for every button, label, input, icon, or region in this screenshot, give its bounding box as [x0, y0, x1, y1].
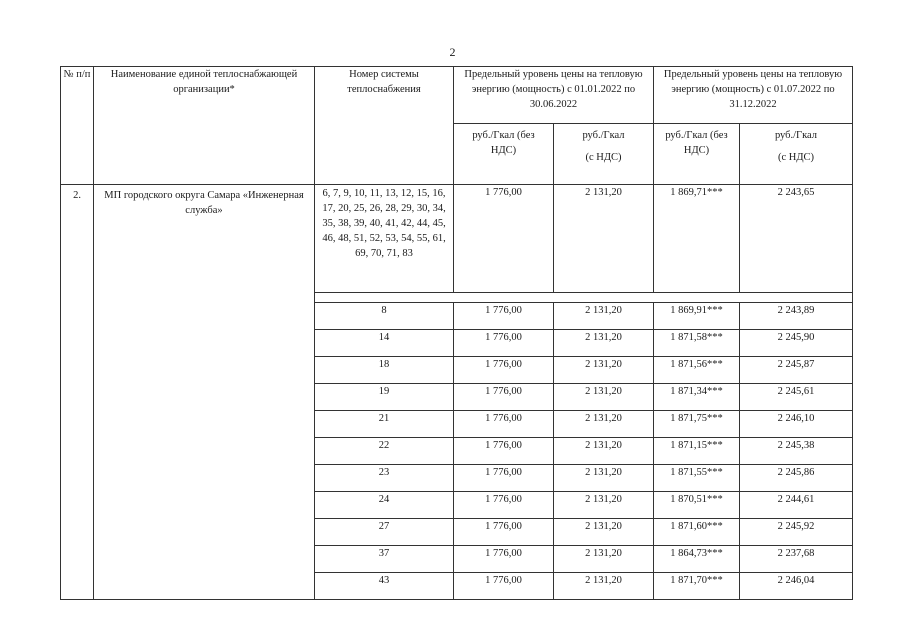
price-p2-no-vat: 1 869,91***: [654, 303, 740, 330]
price-p2-vat: 2 245,38: [740, 438, 853, 465]
system-number: 22: [315, 438, 454, 465]
price-p2-no-vat: 1 870,51***: [654, 492, 740, 519]
system-number: 23: [315, 465, 454, 492]
price-p1-vat: 2 131,20: [554, 573, 654, 600]
price-p1-no-vat: 1 776,00: [454, 384, 554, 411]
price-p2-no-vat: 1 871,60***: [654, 519, 740, 546]
system-number: 14: [315, 330, 454, 357]
system-number: 43: [315, 573, 454, 600]
system-number: 8: [315, 303, 454, 330]
price-p1-vat: 2 131,20: [554, 465, 654, 492]
price-p2-vat: 2 245,90: [740, 330, 853, 357]
system-number: 18: [315, 357, 454, 384]
price-p1-vat: 2 131,20: [554, 384, 654, 411]
price-p1-no-vat: 1 776,00: [454, 357, 554, 384]
price-p2-vat: 2 243,65: [740, 185, 853, 293]
header-num: № п/п: [61, 67, 94, 185]
header-system: Номер системы теплоснабжения: [315, 67, 454, 185]
row-spacer-cell: [315, 293, 853, 303]
header-period-2: Предельный уровень цены на тепловую энергию (мощность) с 01.07.2022 по 31.12.2022: [654, 67, 853, 124]
price-p2-vat: 2 243,89: [740, 303, 853, 330]
header-unit-vat-1: [554, 124, 654, 185]
unit-vat-line1: руб./Гкал: [774, 130, 818, 141]
price-p2-no-vat: 1 871,75***: [654, 411, 740, 438]
table-body: [61, 185, 853, 600]
price-p2-vat: 2 245,61: [740, 384, 853, 411]
price-p1-no-vat: 1 776,00: [454, 330, 554, 357]
system-numbers: 6, 7, 9, 10, 11, 13, 12, 15, 16, 17, 20, 25, 26, 28, 29, 30, 34, 35, 38, 39, 40, 41, 42, 44, 45, 46, 48, 51, 52, 53, 54, 55, 61, 69, 70, 71, 83: [315, 185, 454, 293]
unit-no-vat-line1: руб./Гкал (без: [472, 130, 535, 141]
price-p2-vat: 2 245,87: [740, 357, 853, 384]
row-num: 2.: [61, 185, 94, 600]
price-p2-no-vat: 1 871,58***: [654, 330, 740, 357]
price-p2-vat: 2 245,86: [740, 465, 853, 492]
page-number: 2: [449, 45, 456, 59]
price-p2-vat: 2 244,61: [740, 492, 853, 519]
system-number: 24: [315, 492, 454, 519]
org-name: МП городского округа Самара «Инженерная служба»: [94, 185, 315, 600]
price-p1-vat: 2 131,20: [554, 492, 654, 519]
header-unit-no-vat-2: [654, 124, 740, 185]
price-p1-no-vat: 1 776,00: [454, 465, 554, 492]
price-p1-no-vat: 1 776,00: [454, 411, 554, 438]
price-p1-no-vat: 1 776,00: [454, 438, 554, 465]
price-p2-no-vat: 1 871,55***: [654, 465, 740, 492]
system-number: 21: [315, 411, 454, 438]
price-p1-vat: 2 131,20: [554, 411, 654, 438]
price-p1-vat: 2 131,20: [554, 303, 654, 330]
system-number: 27: [315, 519, 454, 546]
price-p1-vat: 2 131,20: [554, 330, 654, 357]
price-p1-vat: 2 131,20: [554, 519, 654, 546]
price-p1-no-vat: 1 776,00: [454, 492, 554, 519]
price-p1-no-vat: 1 776,00: [454, 546, 554, 573]
price-p2-vat: 2 246,04: [740, 573, 853, 600]
unit-no-vat-line2: НДС): [683, 145, 710, 156]
price-p2-no-vat: 1 871,56***: [654, 357, 740, 384]
header-org: Наименование единой теплоснабжающей организации*: [94, 67, 315, 185]
header-unit-vat-2: [740, 124, 853, 185]
price-p2-no-vat: 1 869,71***: [654, 185, 740, 293]
price-p2-vat: 2 246,10: [740, 411, 853, 438]
header-period-1: Предельный уровень цены на тепловую энергию (мощность) с 01.01.2022 по 30.06.2022: [454, 67, 654, 124]
unit-no-vat-line2: НДС): [490, 145, 517, 156]
price-p2-vat: 2 245,92: [740, 519, 853, 546]
table-header: [61, 67, 853, 185]
tariff-table: [60, 66, 853, 600]
price-p2-no-vat: 1 871,70***: [654, 573, 740, 600]
unit-vat-line1: руб./Гкал: [582, 130, 625, 141]
price-p2-no-vat: 1 864,73***: [654, 546, 740, 573]
unit-no-vat-line1: руб./Гкал (без: [665, 130, 728, 141]
price-p1-no-vat: 1 776,00: [454, 519, 554, 546]
price-p1-vat: 2 131,20: [554, 438, 654, 465]
price-p2-no-vat: 1 871,15***: [654, 438, 740, 465]
price-p1-no-vat: 1 776,00: [454, 185, 554, 293]
unit-vat-line2: (с НДС): [777, 152, 815, 163]
price-p1-vat: 2 131,20: [554, 357, 654, 384]
price-p2-no-vat: 1 871,34***: [654, 384, 740, 411]
price-p1-no-vat: 1 776,00: [454, 573, 554, 600]
price-p2-vat: 2 237,68: [740, 546, 853, 573]
header-unit-no-vat-1: [454, 124, 554, 185]
table-row: [61, 185, 853, 293]
price-p1-vat: 2 131,20: [554, 546, 654, 573]
price-p1-vat: 2 131,20: [554, 185, 654, 293]
unit-vat-line2: (с НДС): [585, 152, 622, 163]
price-p1-no-vat: 1 776,00: [454, 303, 554, 330]
system-number: 19: [315, 384, 454, 411]
system-number: 37: [315, 546, 454, 573]
